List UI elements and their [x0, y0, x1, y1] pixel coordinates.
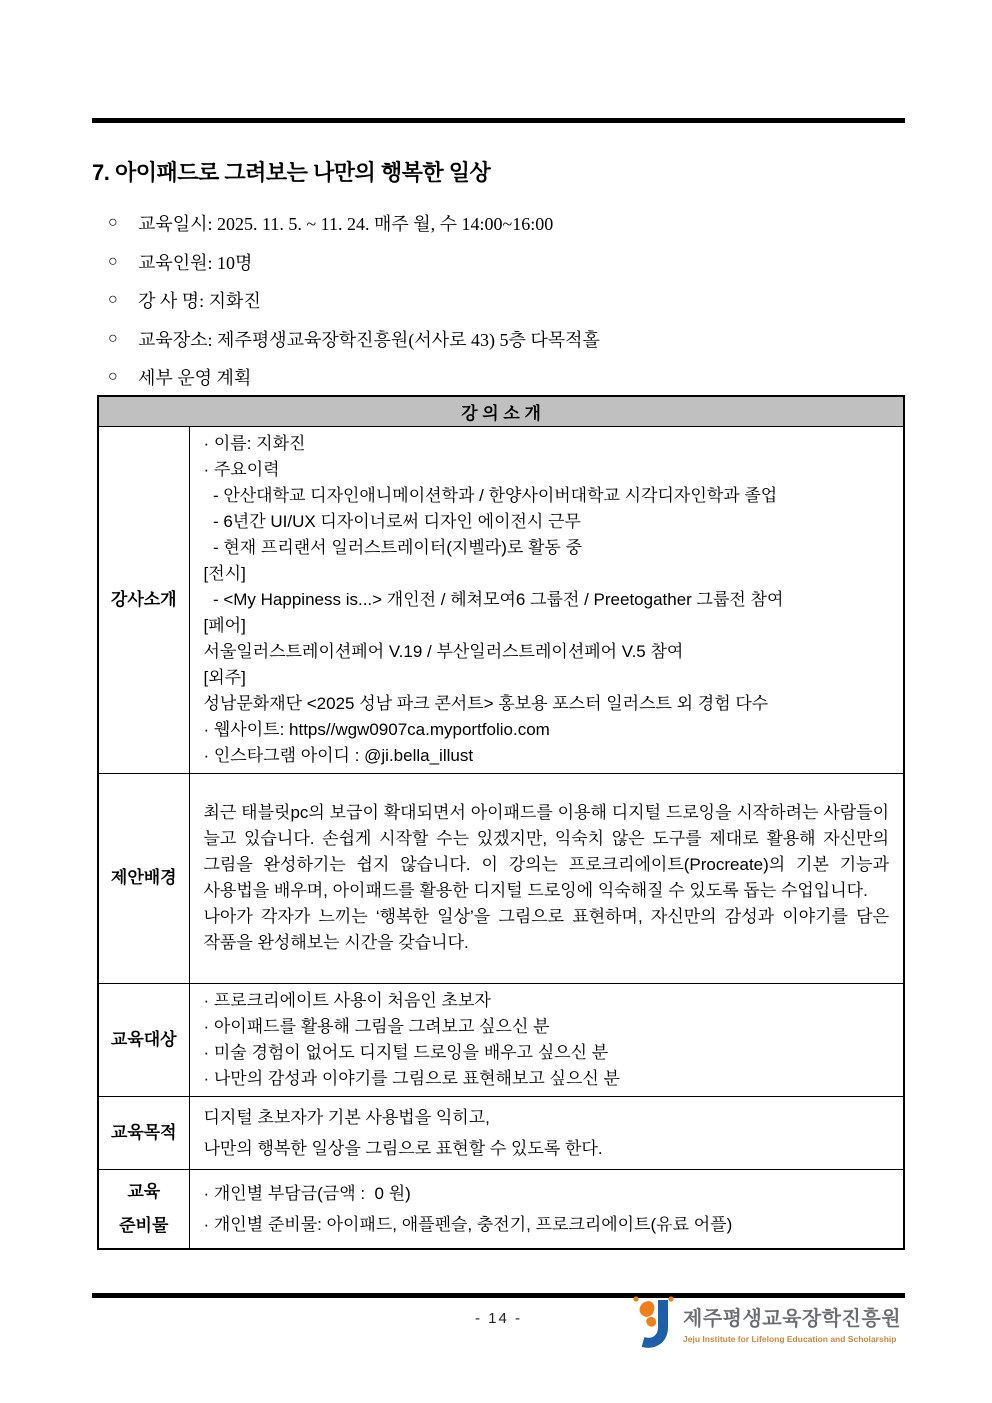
cell-target-audience	[189, 983, 904, 1096]
circle-bullet-icon: ○	[108, 214, 118, 232]
logo-korean-name: 제주평생교육장학진흥원	[683, 1308, 902, 1330]
table-row: · 이름: 지화진	[203, 433, 306, 453]
logo-text	[683, 1294, 901, 1344]
cell-education-goal	[189, 1096, 904, 1169]
table-row: · 미술 경험이 없어도 디지털 드로잉을 배우고 싶으신 분	[203, 1042, 609, 1062]
circle-bullet-icon: ○	[108, 252, 118, 270]
table-row: 나만의 행복한 일상을 그림으로 표현할 수 있도록 한다.	[203, 1138, 603, 1158]
list-item	[108, 358, 600, 397]
table-row: - 안산대학교 디자인애니메이션학과 / 한양사이버대학교 시각디자인학과 졸업	[203, 485, 778, 505]
table-row: [전시]	[203, 563, 246, 583]
cell-instructor-intro	[189, 426, 904, 773]
list-item	[108, 243, 600, 282]
program-schedule: 교육일시: 2025. 11. 5. ~ 11. 24. 매주 월, 수 14:00~16:00	[138, 214, 554, 235]
table-row: - <My Happiness is...> 개인전 / 헤쳐모여6 그룹전 / Preetogather 그룹전 참여	[203, 589, 784, 609]
list-item	[108, 281, 600, 320]
list-item	[108, 320, 600, 359]
page-number: - 14 -	[474, 1310, 522, 1327]
list-item	[108, 204, 600, 243]
circle-bullet-icon: ○	[108, 291, 118, 309]
circle-bullet-icon: ○	[108, 329, 118, 347]
table-row: · 주요이력	[203, 459, 280, 479]
cell-education-supplies	[189, 1169, 904, 1249]
table-row: [페어]	[203, 615, 246, 635]
table-row: · 나만의 감성과 이야기를 그림으로 표현해보고 싶으신 분	[203, 1068, 620, 1088]
top-horizontal-rule	[92, 118, 905, 123]
jeju-institute-logo	[631, 1294, 901, 1350]
background-paragraph: 최근 태블릿pc의 보급이 확대되면서 아이패드를 이용해 디지털 드로잉을 시작하려는 사람들이 늘고 있습니다. 손쉽게 시작할 수는 있겠지만, 익숙치 않은 도구를 제대로 활용해 자신만의 그림을 완성하기는 쉽지 않습니다. 이 강의는 프로크리에이트(Procreate)의 기본 기능과 사용법을 배우며, 아이패드를 활용한 디지털 드로잉에 익숙해질 수 있도록 돕는 수업입니다.	[203, 803, 889, 900]
table-row: 디지털 초보자가 기본 사용법을 익히고,	[203, 1107, 490, 1127]
table-row: - 현재 프리랜서 일러스트레이터(지벨라)로 활동 중	[203, 537, 582, 557]
cell-proposal-background	[189, 773, 904, 983]
row-label-target-audience: 교육대상	[98, 983, 189, 1096]
program-detail-plan: 세부 운영 계획	[138, 368, 252, 389]
row-label-proposal-background: 제안배경	[98, 773, 189, 983]
label-line: 교육	[127, 1181, 161, 1201]
label-line: 준비물	[119, 1215, 169, 1235]
table-row: 성남문화재단 <2025 성남 파크 콘서트> 홍보용 포스터 일러스트 외 경험 다수	[203, 693, 769, 713]
page-title: 7. 아이패드로 그려보는 나만의 행복한 일상	[92, 160, 491, 185]
program-capacity: 교육인원: 10명	[138, 252, 253, 273]
table-row: · 개인별 부담금(금액 : 0 원)	[203, 1183, 411, 1203]
instructor-website: · 웹사이트: https//wgw0907ca.myportfolio.com	[203, 719, 550, 739]
table-row: · 프로크리에이트 사용이 처음인 초보자	[203, 990, 491, 1010]
program-instructor: 강 사 명: 지화진	[138, 291, 261, 312]
table-row: · 아이패드를 활용해 그림을 그려보고 싶으신 분	[203, 1016, 550, 1036]
circle-bullet-icon: ○	[108, 368, 118, 386]
program-info-list	[108, 204, 600, 397]
program-location: 교육장소: 제주평생교육장학진흥원(서사로 43) 5층 다목적홀	[138, 329, 600, 350]
instructor-instagram: · 인스타그램 아이디 : @ji.bella_illust	[203, 745, 474, 765]
table-row: 서울일러스트레이션페어 V.19 / 부산일러스트레이션페어 V.5 참여	[203, 641, 684, 661]
row-label-education-goal: 교육목적	[98, 1096, 189, 1169]
logo-english-name: Jeju Institute for Lifelong Education and Scholarship	[683, 1334, 897, 1344]
table-row: [외주]	[203, 667, 246, 687]
row-label-instructor-intro: 강사소개	[98, 426, 189, 773]
background-paragraph: 나아가 각자가 느끼는 ‘행복한 일상’을 그림으로 표현하며, 자신만의 감성과 이야기를 담은 작품을 완성해보는 시간을 갖습니다.	[203, 907, 889, 952]
table-row: - 6년간 UI/UX 디자이너로써 디자인 에이전시 근무	[203, 511, 581, 531]
lecture-intro-table	[97, 395, 905, 1250]
table-row: · 개인별 준비물: 아이패드, 애플펜슬, 충전기, 프로크리에이트(유료 어플)	[203, 1214, 733, 1234]
jeju-institute-logo-icon	[631, 1294, 675, 1350]
row-label-education-supplies	[98, 1169, 189, 1249]
table-header-lecture-intro: 강 의 소 개	[98, 396, 904, 426]
